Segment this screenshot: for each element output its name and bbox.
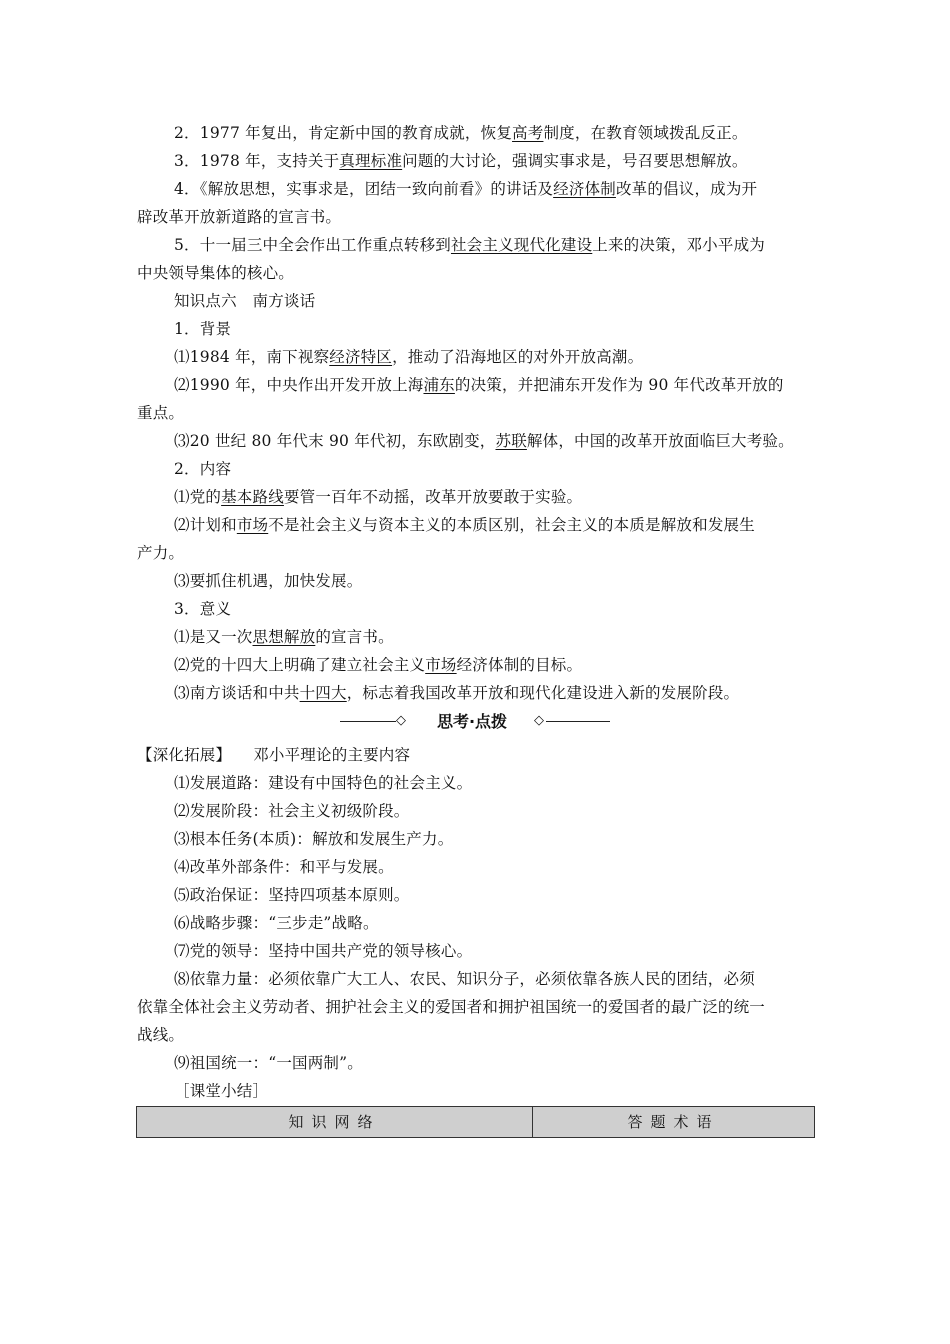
heading-rule-right [546,721,610,722]
key-term: 浦东 [423,376,455,394]
content-item-2 [174,515,755,535]
background-item-1 [174,347,643,367]
deepen-heading [137,745,410,765]
background-title: 1．背景 [174,320,232,338]
deepen-item: ⑴发展道路：建设有中国特色的社会主义。 [174,774,473,792]
deepen-item: ⑵发展阶段：社会主义初级阶段。 [174,802,410,820]
key-term: 十四大 [299,684,347,702]
deepen-tag: 【深化拓展】 [137,746,232,764]
text: ，标志着我国改革开放和现代化建设进入新的发展阶段。 [346,684,740,702]
text: ⑵计划和 [174,516,237,534]
deepen-item: ⑸政治保证：坚持四项基本原则。 [174,886,410,904]
paragraph-plenum [174,235,765,255]
text: ⑴党的 [174,488,222,506]
paragraph-1978 [174,151,748,171]
summary-table [136,1106,815,1138]
text: ⑵党的十四大上明确了建立社会主义 [174,656,426,674]
answer-terms-header: 答题术语 [533,1107,815,1138]
knowledge-point-title: 知识点六 南方谈话 [174,292,316,310]
significance-item-3 [174,683,739,703]
text: 不是社会主义与资本主义的本质区别，社会主义的本质是解放和发展生 [268,516,755,534]
deepen-item: ⑷改革外部条件：和平与发展。 [174,858,394,876]
text: ⑶20 世纪 80 年代末 90 年代初，东欧剧变， [174,432,496,450]
text: 2．1977 年复出，肯定新中国的教育成就，恢复 [174,124,513,142]
key-term: 市场 [236,516,269,534]
content-item-2-cont: 产力。 [137,544,185,562]
text: 4．《解放思想，实事求是，团结一致向前看》的讲话及 [174,180,554,198]
key-term: 市场 [425,656,457,674]
content-item-3: ⑶要抓住机遇，加快发展。 [174,572,363,590]
knowledge-network-header: 知识网络 [137,1107,533,1138]
table-row [137,1107,815,1138]
text: 经济体制的目标。 [456,656,583,674]
key-term: 社会主义现代化建设 [450,236,593,254]
background-item-3 [174,431,794,451]
text: 改革的倡议，成为开 [615,180,758,198]
text: ⑵1990 年，中央作出开发开放上海 [174,376,424,394]
key-term: 思想解放 [252,628,316,646]
diamond-icon: ◇ [396,713,406,728]
key-term: 高考 [512,124,544,142]
significance-item-1 [174,627,394,647]
content-title: 2．内容 [174,460,232,478]
key-term: 基本路线 [221,488,284,506]
significance-item-2 [174,655,582,675]
significance-title: 3．意义 [174,600,232,618]
deepen-item-9: ⑼祖国统一：“一国两制”。 [174,1054,363,1072]
text: ，推动了沿海地区的对外开放高潮。 [392,348,644,366]
text: 的宣言书。 [315,628,394,646]
summary-label: ［课堂小结］ [174,1082,269,1100]
text: 制度，在教育领域拨乱反正。 [543,124,748,142]
content-item-1 [174,487,582,507]
background-item-2-cont: 重点。 [137,404,185,422]
key-term: 经济特区 [329,348,393,366]
text: 上来的决策，邓小平成为 [592,236,765,254]
key-term: 苏联 [495,432,527,450]
section-heading-text: 思考·点拨 [436,712,508,731]
text: 5．十一届三中全会作出工作重点转移到 [174,236,451,254]
deepen-item: ⑶根本任务(本质)：解放和发展生产力。 [174,830,454,848]
text: 解体，中国的改革开放面临巨大考验。 [526,432,794,450]
deepen-item: ⑹战略步骤：“三步走”战略。 [174,914,379,932]
paragraph-speech [174,179,757,199]
text: 要管一百年不动摇，改革开放要敢于实验。 [283,488,583,506]
text: ⑶南方谈话和中共 [174,684,300,702]
deepen-title: 邓小平理论的主要内容 [253,746,411,764]
paragraph-1977 [174,123,748,143]
key-term: 经济体制 [553,180,616,198]
paragraph-plenum-cont: 中央领导集体的核心。 [137,264,295,282]
text: 3．1978 年，支持关于 [174,152,340,170]
background-item-2 [174,375,784,395]
text: ⑴是又一次 [174,628,253,646]
paragraph-speech-cont: 辟改革开放新道路的宣言书。 [137,208,342,226]
text: 的决策，并把浦东开发作为 90 年代改革开放的 [454,376,784,394]
text: 问题的大讨论，强调实事求是，号召要思想解放。 [402,152,748,170]
deepen-item-8-cont: 依靠全体社会主义劳动者、拥护社会主义的爱国者和拥护祖国统一的爱国者的最广泛的统一 [137,998,766,1016]
diamond-icon: ◇ [534,713,544,728]
deepen-item-8: ⑻依靠力量：必须依靠广大工人、农民、知识分子，必须依靠各族人民的团结，必须 [174,970,755,988]
text: ⑴1984 年，南下视察 [174,348,330,366]
section-heading [340,710,610,734]
deepen-item: ⑺党的领导：坚持中国共产党的领导核心。 [174,942,473,960]
key-term: 真理标准 [339,152,403,170]
heading-rule-left [340,721,396,722]
deepen-item-8-end: 战线。 [137,1026,185,1044]
